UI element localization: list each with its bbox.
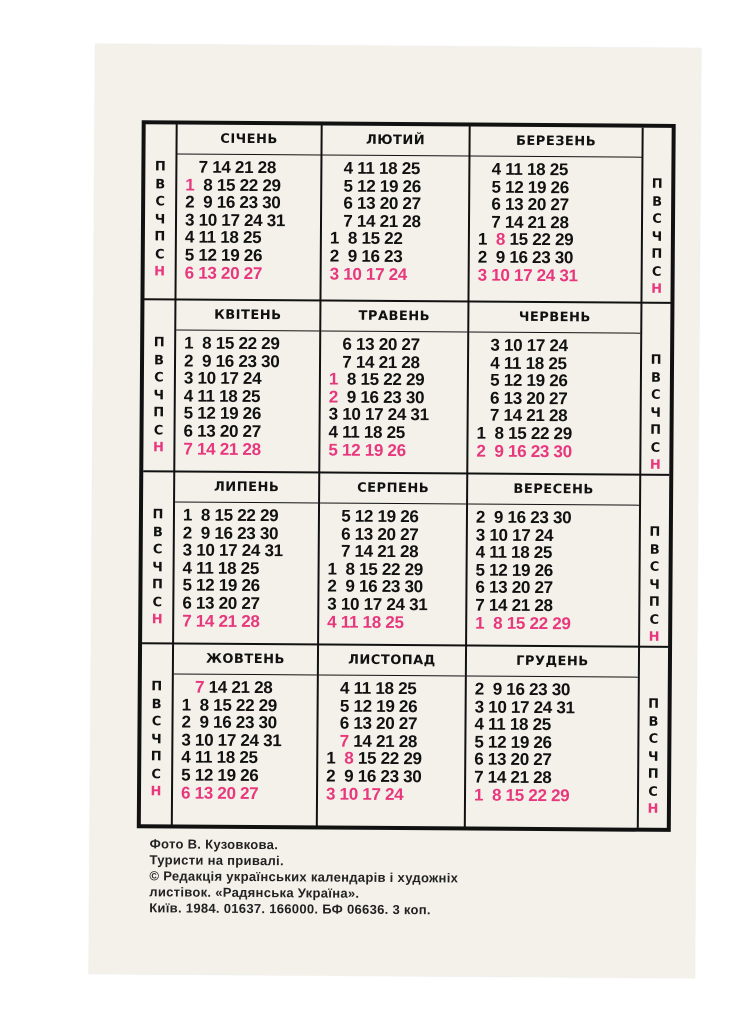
- publisher-line: © Редакція українських календарів і художніх: [149, 868, 459, 886]
- week-row: 3 10 17 24: [475, 525, 554, 545]
- week-row: 2 9 16 23 30: [328, 387, 425, 407]
- week-row: 1 8 15 22 29: [477, 229, 574, 250]
- weekday-label: В: [151, 696, 162, 712]
- month-header: ЛИСТОПАД: [319, 645, 465, 676]
- imprint: [149, 836, 690, 920]
- publisher-line-2: листівок. «Радянська Україна».: [149, 884, 360, 901]
- week-row: 7 14 21 28: [182, 611, 260, 631]
- weekday-label: С: [152, 594, 163, 610]
- weekday-label: П: [153, 335, 165, 351]
- week-row: 3 10 17 24 31: [184, 210, 286, 231]
- week-row: 6 13 20 27: [326, 713, 418, 734]
- week-row: 2 9 16 23 30: [327, 576, 423, 597]
- week-row: 3 10 17 24 31: [182, 540, 283, 561]
- week-row: 5 12 19 26: [328, 440, 406, 460]
- weekday-label: Ч: [649, 577, 660, 593]
- week-row: 2 9 16 23 30: [474, 679, 571, 700]
- week-row: 6 13 20 27: [476, 388, 568, 408]
- month-days: [328, 336, 429, 460]
- weekday-label: П: [648, 696, 660, 712]
- weekday-column: [148, 158, 173, 281]
- week-row: 4 11 18 25: [478, 159, 569, 180]
- weekday-label: Ч: [154, 211, 166, 227]
- week-row: 3 10 17 24 31: [474, 697, 575, 717]
- week-row: 4 11 18 25: [330, 158, 421, 179]
- weekday-label: П: [154, 229, 166, 245]
- week-row: 7 14 21 28: [327, 541, 419, 562]
- month-header: ГРУДЕНЬ: [467, 647, 638, 678]
- month-header: ЛЮТИЙ: [322, 125, 468, 156]
- month-header: ЖОВТЕНЬ: [174, 644, 317, 675]
- weekday-label: Ч: [153, 387, 165, 403]
- month-days: [474, 681, 575, 805]
- weekday-label: С: [154, 246, 165, 262]
- week-row: 7 14 21 28: [475, 595, 553, 616]
- month-header: КВІТЕНЬ: [176, 300, 319, 331]
- week-row: 1 8 15 22 29: [181, 695, 278, 715]
- month-days: [185, 159, 286, 283]
- month-days: [478, 161, 579, 285]
- calendar-content: [146, 124, 672, 817]
- week-row: 1 8 15 22 29: [475, 613, 571, 633]
- week-row: 1 8 15 22 29: [184, 333, 280, 354]
- week-row: 7 14 21 28: [476, 405, 568, 426]
- weekday-label: В: [649, 542, 660, 558]
- weekday-label: П: [649, 524, 661, 540]
- weekday-column: [641, 696, 666, 819]
- week-row: 4 11 18 25: [327, 612, 404, 632]
- week-row: 5 12 19 26: [327, 506, 419, 527]
- week-row: 4 11 18 25: [328, 422, 406, 443]
- weekday-label: В: [155, 176, 166, 192]
- weekday-label: В: [154, 352, 165, 368]
- weekday-label: Н: [154, 264, 166, 280]
- week-row: 6 13 20 27: [478, 194, 569, 215]
- week-row: 7 14 21 28: [183, 439, 261, 459]
- weekday-label: С: [650, 387, 661, 403]
- weekday-column: [146, 334, 171, 457]
- month-days: [182, 507, 283, 631]
- weekday-label: П: [650, 352, 662, 368]
- month-header: СІЧЕНЬ: [177, 124, 320, 155]
- weekday-label: П: [151, 577, 163, 593]
- week-row: 1 8 15 22 29: [476, 423, 572, 444]
- weekday-label: Н: [150, 784, 162, 800]
- week-row: 2 9 16 23 30: [476, 441, 572, 461]
- month-days: [183, 335, 279, 459]
- weekday-label: Н: [648, 629, 660, 645]
- weekday-column: [145, 506, 170, 629]
- weekday-column: [644, 176, 669, 299]
- month-days: [475, 509, 571, 633]
- weekday-label: П: [647, 766, 659, 782]
- week-row: 7 14 21 28: [477, 212, 569, 232]
- week-row: 3 10 17 24 31: [328, 404, 429, 425]
- weekday-label: С: [648, 731, 659, 747]
- week-row: 6 13 20 27: [180, 783, 259, 803]
- weekday-label: Ч: [647, 749, 659, 765]
- weekday-label: С: [649, 612, 660, 628]
- weekday-label: П: [151, 679, 163, 695]
- week-row: 7 14 21 28: [328, 352, 420, 372]
- weekday-label: П: [650, 422, 662, 438]
- month-header: ВЕРЕСЕНЬ: [468, 475, 639, 506]
- weekday-label: Ч: [152, 559, 163, 575]
- weekday-column: [643, 352, 668, 475]
- weekday-label: С: [152, 542, 163, 558]
- weekday-label: Н: [649, 457, 661, 473]
- week-row: 4 11 18 25: [183, 386, 261, 406]
- week-row: 3 10 17 24 31: [477, 265, 578, 285]
- week-row: 1 8 15 22 29: [473, 785, 570, 805]
- week-row: 1 8 15 22: [329, 228, 403, 249]
- weekday-label: В: [648, 714, 659, 730]
- week-row: 3 10 17 24 31: [327, 594, 428, 615]
- week-row: 3 10 17 24: [183, 368, 262, 389]
- week-row: 3 10 17 24: [477, 335, 568, 356]
- week-row: 3 10 17 24: [325, 784, 404, 804]
- week-row: 1 8 15 22 29: [326, 748, 422, 769]
- week-row: 5 12 19 26: [330, 176, 421, 196]
- week-row: 2 9 16 23: [329, 246, 403, 267]
- week-row: 5 12 19 26: [183, 403, 262, 424]
- week-row: 3 10 17 24 31: [181, 730, 282, 750]
- month-header: СЕРПЕНЬ: [320, 473, 466, 504]
- week-row: 1 8 15 22 29: [327, 559, 424, 579]
- weekday-label: П: [150, 749, 162, 765]
- print-info: Київ. 1984. 01637. 166000. БФ 06636. 3 коп.: [149, 900, 431, 918]
- month-header: ЛИПЕНЬ: [175, 472, 318, 503]
- month-days: [476, 337, 572, 461]
- weekday-label: С: [154, 370, 164, 386]
- weekday-column: [144, 678, 169, 801]
- week-row: 4 11 18 25: [475, 542, 553, 563]
- week-row: 4 11 18 25: [326, 678, 417, 699]
- week-row: 6 13 20 27: [329, 334, 420, 355]
- month-days: [326, 680, 422, 804]
- month-days: [327, 508, 428, 632]
- weekday-label: Н: [647, 801, 659, 817]
- weekday-label: Ч: [151, 731, 162, 747]
- week-row: 4 11 18 25: [181, 747, 258, 768]
- weekday-label: Н: [151, 612, 163, 628]
- week-row: 7 14 21 28: [339, 731, 418, 751]
- month-days: [181, 679, 282, 803]
- calendar-grid: [137, 120, 676, 832]
- week-row: 7 14 21 28: [185, 157, 277, 178]
- week-row: 6 13 20 27: [475, 577, 553, 598]
- week-row: 4 11 18 25: [476, 353, 567, 373]
- weekday-label: Ч: [651, 229, 663, 245]
- week-row: 2 9 16 23 30: [185, 192, 281, 213]
- calendar-card: [89, 44, 701, 978]
- week-row: 7 14 21 28: [329, 211, 421, 231]
- photo-credit: Фото В. Кузовкова.: [149, 836, 279, 853]
- week-row: 5 12 19 26: [478, 177, 569, 197]
- week-row: 2 9 16 23 30: [326, 766, 422, 787]
- weekday-label: С: [153, 422, 164, 438]
- weekday-label: Ч: [650, 405, 661, 421]
- week-row: 5 12 19 26: [182, 575, 260, 596]
- weekday-label: С: [650, 440, 661, 456]
- week-row: 2 9 16 23 30: [477, 247, 574, 268]
- week-row: 1 8 15 22 29: [182, 505, 279, 526]
- month-header: ТРАВЕНЬ: [321, 301, 467, 332]
- week-row: 1 8 15 22 29: [328, 369, 425, 390]
- weekday-label: П: [651, 176, 663, 192]
- month-header: ЧЕРВЕНЬ: [469, 303, 640, 334]
- week-row: 5 12 19 26: [474, 732, 552, 752]
- week-row: 6 13 20 27: [182, 593, 260, 614]
- weekday-label: С: [648, 784, 658, 800]
- week-row: 7 14 21 28: [194, 677, 273, 698]
- weekday-label: В: [152, 524, 163, 540]
- week-row: 1 8 15 22 29: [185, 175, 281, 195]
- weekday-label: П: [152, 507, 164, 523]
- week-row: 6 13 20 27: [183, 421, 261, 442]
- weekday-label: Н: [152, 440, 164, 456]
- weekday-label: С: [151, 766, 161, 782]
- weekday-label: С: [649, 559, 660, 575]
- photo-title: Туристи на привалі.: [149, 852, 284, 869]
- week-row: 2 9 16 23 30: [183, 351, 280, 371]
- weekday-label: С: [651, 264, 662, 280]
- weekday-column: [642, 524, 667, 647]
- weekday-label: В: [652, 194, 663, 210]
- week-row: 6 13 20 27: [330, 193, 421, 214]
- weekday-label: В: [650, 370, 661, 386]
- week-row: 5 12 19 26: [476, 370, 568, 391]
- week-row: 6 13 20 27: [474, 749, 552, 770]
- week-row: 2 9 16 23 30: [181, 712, 277, 733]
- month-header: БЕРЕЗЕНЬ: [470, 127, 641, 158]
- week-row: 5 12 19 26: [181, 765, 259, 786]
- weekday-label: П: [154, 159, 166, 175]
- week-row: 4 11 18 25: [182, 558, 260, 578]
- weekday-label: С: [151, 714, 162, 730]
- week-row: 5 12 19 26: [326, 696, 418, 716]
- week-row: 7 14 21 28: [474, 767, 552, 788]
- weekday-label: П: [648, 594, 660, 610]
- week-row: 3 10 17 24: [329, 264, 408, 284]
- weekday-label: С: [155, 194, 165, 210]
- week-row: 4 11 18 25: [184, 227, 262, 248]
- weekday-label: П: [153, 405, 165, 421]
- weekday-label: П: [651, 246, 663, 262]
- month-days: [330, 160, 421, 284]
- week-row: 6 13 20 27: [327, 524, 419, 544]
- week-row: 2 9 16 23 30: [182, 523, 279, 543]
- week-row: 5 12 19 26: [184, 245, 263, 266]
- weekday-label: Н: [651, 281, 663, 297]
- week-row: 2 9 16 23 30: [475, 507, 572, 528]
- week-row: 5 12 19 26: [475, 560, 554, 580]
- weekday-label: С: [652, 211, 662, 227]
- week-row: 6 13 20 27: [184, 263, 263, 283]
- week-row: 4 11 18 25: [474, 714, 551, 735]
